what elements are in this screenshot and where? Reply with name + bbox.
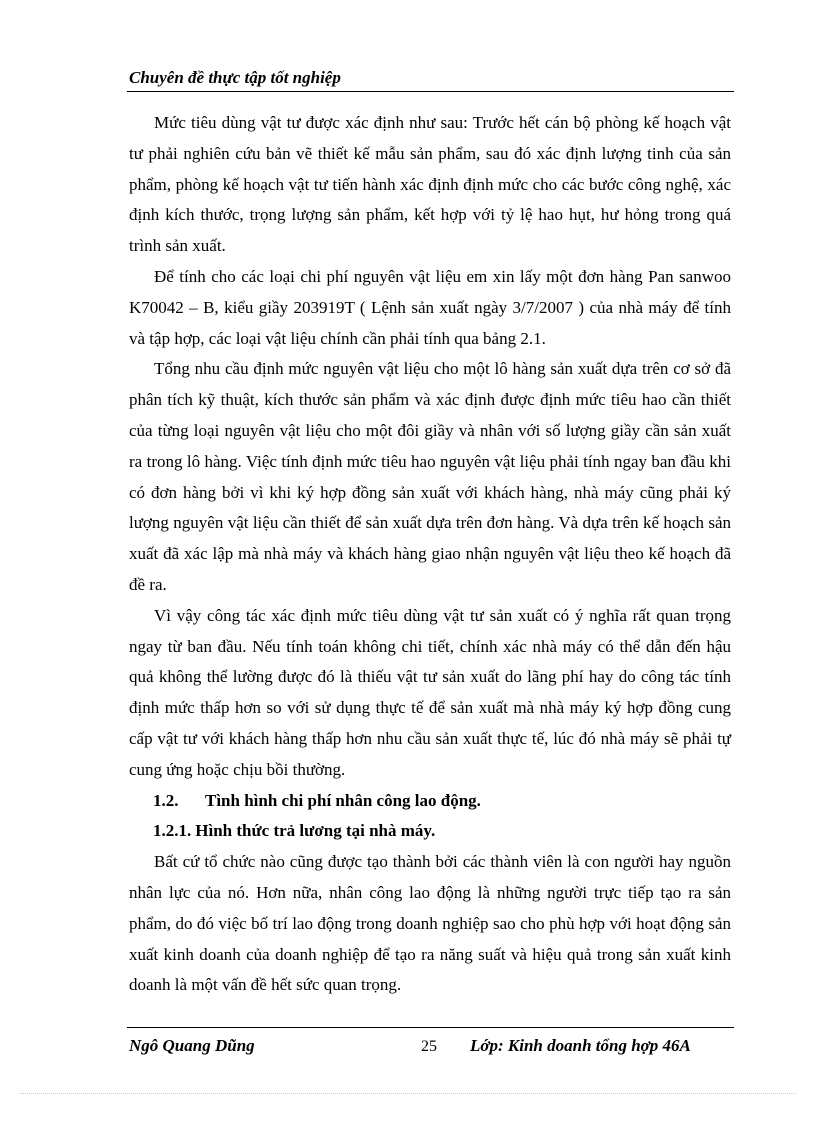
- section-heading-1-2: [129, 786, 731, 817]
- page-number: 25: [421, 1038, 437, 1055]
- section-title: Hình thức trả lương tại nhà máy.: [195, 821, 436, 841]
- section-heading-1-2-1: [129, 816, 731, 847]
- document-body: [129, 108, 731, 1001]
- body-paragraph: Mức tiêu dùng vật tư được xác định như sau: Trước hết cán bộ phòng kế hoạch vật tư phải nghiên cứu bản vẽ thiết kế mẫu sản phẩm, sau đó xác định lượng tinh của sản phẩm, phòng kế hoạch vật tư tiến hành xác định định mức cho các bước công nghệ, xác định kích thước, trọng lượng sản phẩm, kết hợp với tỷ lệ hao hụt, hư hỏng trong quá trình sản xuất.: [129, 113, 731, 256]
- page-bottom-dotted-border: [20, 1093, 796, 1094]
- body-paragraph: Tổng nhu cầu định mức nguyên vật liệu cho một lô hàng sản xuất dựa trên cơ sở đã phân tích kỹ thuật, kích thước sản phẩm và xác định được định mức tiêu hao cần thiết của từng loại nguyên vật liệu cho một đôi giầy và nhân với số lượng giầy cần sản xuất ra trong lô hàng. Việc tính định mức tiêu hao nguyên vật liệu phải tính ngay ban đầu khi có đơn hàng bởi vì khi ký hợp đồng sản xuất với khách hàng, nhà máy cũng phải ký lượng nguyên vật liệu cần thiết để sản xuất dựa trên đơn hàng. Và dựa trên kế hoạch sản xuất đã xác lập mà nhà máy và khách hàng giao nhận nguyên vật liệu theo kế hoạch đã đề ra.: [129, 359, 731, 594]
- footer-divider: [127, 1027, 734, 1028]
- section-number: 1.2.: [153, 790, 179, 810]
- section-number: 1.2.1.: [153, 821, 192, 841]
- page-header-title: Chuyên đề thực tập tốt nghiệp: [129, 68, 341, 87]
- body-paragraph: Bất cứ tổ chức nào cũng được tạo thành bởi các thành viên là con người hay nguồn nhân lực của nó. Hơn nữa, nhân công lao động là những người trực tiếp tạo ra sản phẩm, do đó việc bố trí lao động trong doanh nghiệp sao cho phù hợp với hoạt động sản xuất kinh doanh của doanh nghiệp để tạo ra năng suất và hiệu quả trong sản xuất kinh doanh là một vấn đề hết sức quan trọng.: [129, 852, 731, 995]
- footer-author: Ngô Quang Dũng: [129, 1036, 255, 1055]
- body-paragraph: Để tính cho các loại chi phí nguyên vật liệu em xin lấy một đơn hàng Pan sanwoo K70042 – B, kiểu giầy 203919T ( Lệnh sản xuất ngày 3/7/2007 ) của nhà máy để tính và tập hợp, các loại vật liệu chính cần phải tính qua bảng 2.1.: [129, 266, 731, 348]
- footer-class-label: Lớp: Kinh doanh tổng hợp 46A: [470, 1036, 691, 1055]
- section-title: Tình hình chi phí nhân công lao động.: [205, 790, 481, 810]
- header-divider: [127, 91, 734, 92]
- body-paragraph: Vì vậy công tác xác định mức tiêu dùng vật tư sản xuất có ý nghĩa rất quan trọng ngay từ ban đầu. Nếu tính toán không chi tiết, chính xác nhà máy có thể dẫn đến hậu quả không thể lường được đó là thiếu vật tư sản xuất do lãng phí hay do công tác tính định mức thấp hơn so với sử dụng thực tế để sản xuất mà nhà máy ký hợp đồng cung cấp vật tư với khách hàng thấp hơn nhu cầu sản xuất thực tế, lúc đó nhà máy sẽ phải tự cung ứng hoặc chịu bồi thường.: [129, 605, 731, 779]
